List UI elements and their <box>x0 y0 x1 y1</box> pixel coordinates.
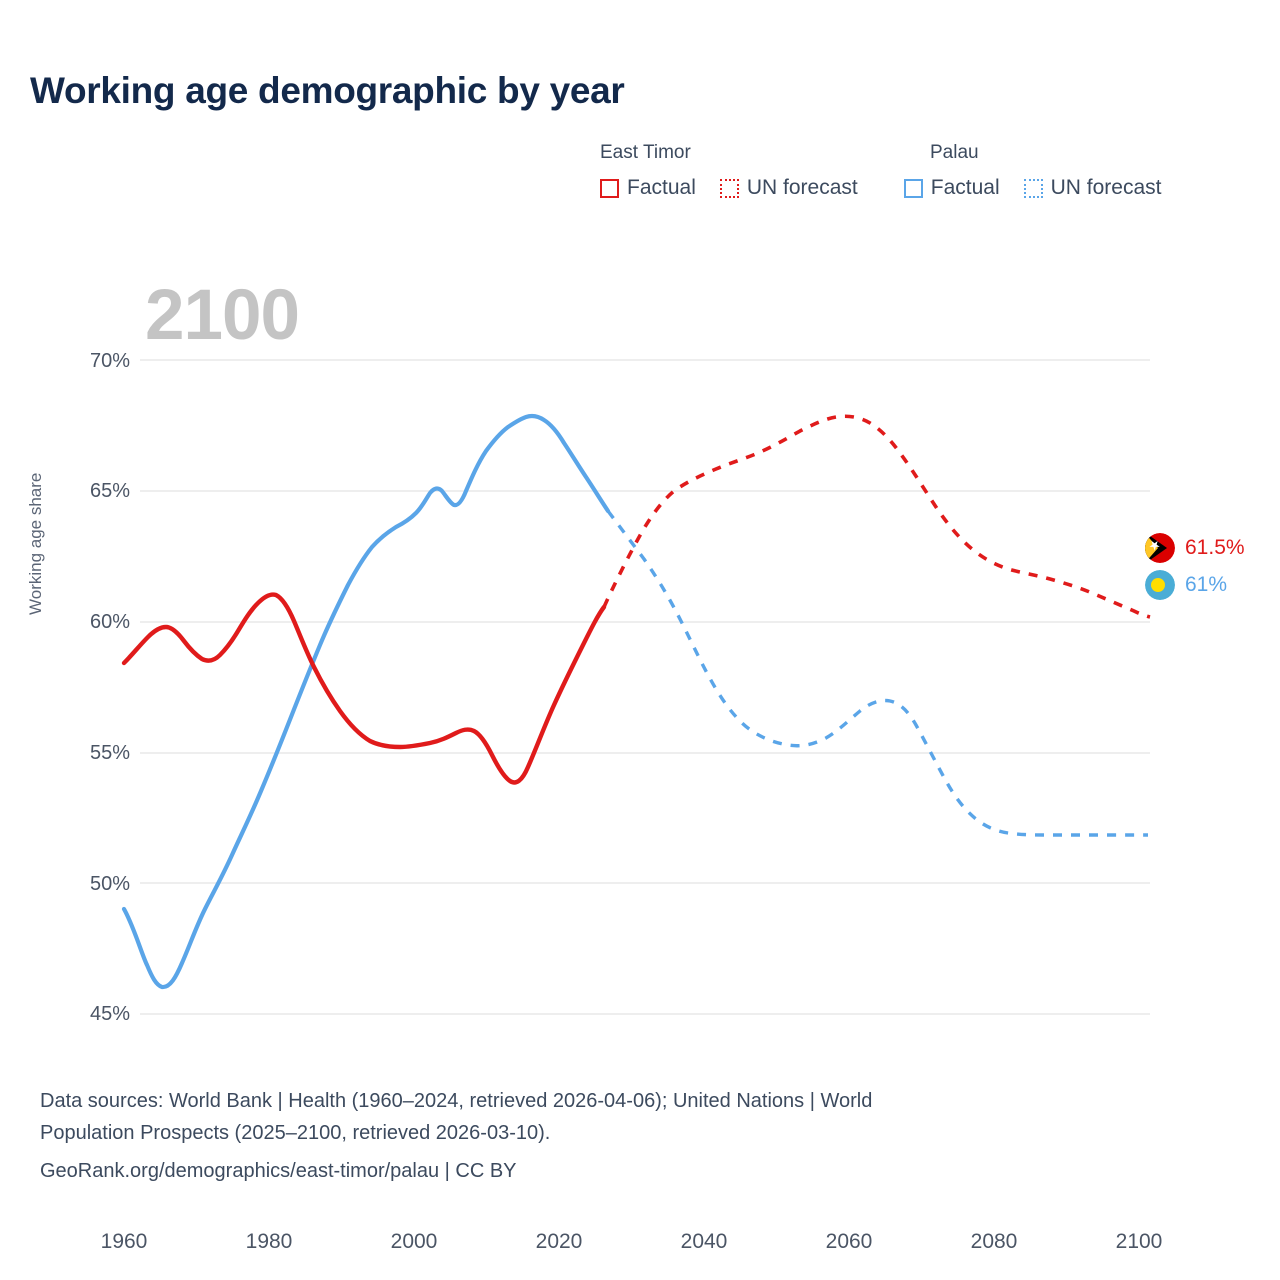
legend-item-east-timor-factual[interactable] <box>600 176 696 200</box>
page-title: Working age demographic by year <box>30 70 625 111</box>
x-tick-label: 2100 <box>1115 1230 1163 1253</box>
x-tick-label: 2060 <box>825 1230 873 1253</box>
y-tick-label: 45% <box>89 1003 130 1025</box>
data-sources-line-2: Population Prospects (2025–2100, retrieved 2026-03-10). <box>40 1122 551 1144</box>
legend-swatch-solid-blue-icon <box>904 179 923 198</box>
x-tick-label: 2080 <box>970 1230 1018 1253</box>
palau-flag-icon <box>1145 570 1175 600</box>
chart-footer <box>40 1085 1160 1187</box>
y-tick-label: 70% <box>89 350 130 372</box>
end-label-east-timor: 61.5% <box>1185 536 1245 559</box>
x-tick-label: 2020 <box>535 1230 583 1253</box>
series-line-east-timor-forecast <box>604 416 1150 617</box>
legend-label: UN forecast <box>1050 176 1162 199</box>
data-sources-line-1: Data sources: World Bank | Health (1960–2024, retrieved 2026-04-06); United Nations | World <box>40 1090 873 1112</box>
series-line-palau-factual <box>124 416 608 987</box>
attribution-line: GeoRank.org/demographics/east-timor/palau | CC BY <box>40 1160 517 1182</box>
y-tick-label: 60% <box>89 611 130 633</box>
legend-label: UN forecast <box>746 176 858 199</box>
legend-swatch-dotted-red-icon <box>720 179 739 198</box>
y-tick-label: 65% <box>89 480 130 502</box>
y-tick-label: 55% <box>89 742 130 764</box>
chart-legend <box>600 142 1260 200</box>
legend-item-palau-factual[interactable] <box>904 176 1000 200</box>
end-label-palau: 61% <box>1185 573 1228 596</box>
legend-item-east-timor-forecast[interactable] <box>720 176 858 200</box>
y-tick-label: 50% <box>89 873 130 895</box>
east-timor-flag-icon <box>1145 533 1175 563</box>
legend-item-palau-forecast[interactable] <box>1024 176 1162 200</box>
y-axis-title: Working age share <box>26 472 45 615</box>
legend-label: Factual <box>627 176 696 199</box>
legend-group-title-palau: Palau <box>930 142 979 163</box>
x-tick-label: 1980 <box>245 1230 293 1253</box>
legend-swatch-solid-red-icon <box>600 179 619 198</box>
x-tick-label: 1960 <box>100 1230 148 1253</box>
legend-label: Factual <box>930 176 1000 199</box>
series-line-palau-forecast <box>608 511 1148 835</box>
legend-group-title-east-timor: East Timor <box>600 142 691 163</box>
x-tick-label: 2000 <box>390 1230 438 1253</box>
big-year-watermark: 2100 <box>145 276 299 355</box>
legend-swatch-dotted-blue-icon <box>1024 179 1043 198</box>
x-tick-label: 2040 <box>680 1230 728 1253</box>
